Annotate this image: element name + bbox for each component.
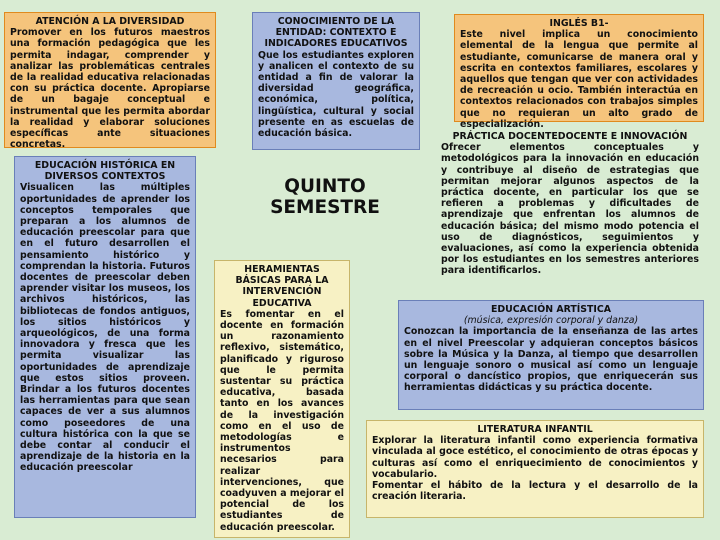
box-title: EDUCACIÓN ARTÍSTICA — [490, 304, 612, 315]
box-title: CONOCIMIENTO DE LA ENTIDAD: CONTEXTO E INDICADORES EDUCATIVOS — [264, 16, 408, 50]
box-atencion-diversidad — [4, 12, 216, 151]
box-text: Promover en los futuros maestros una formación pedagógica que les permita indagar, comprender y analizar las problemáticas centrales de la realidad educativa relacionadas con su práctica docente. Apropiarse de un bagaje conceptual e instrumental que les permita abordar la realidad y elaborar soluciones específicas ante situaciones concretas. — [10, 27, 210, 151]
box-text: Este nivel implica un conocimiento elemental de la lengua que permite al estudiante, comunicarse de manera oral y escrita en contextos familiares, escolares y aquellos que tengan que ver con actividades de recreación u ocio. También interactúa en contextos relacionados con trabajos simples que no requieran un alto grado de especialización. — [460, 29, 698, 130]
box-title: LITERATURA INFANTIL — [477, 424, 593, 435]
box-ingles — [454, 14, 704, 130]
box-text: Explorar la literatura infantil como experiencia formativa vinculada al goce estético, el conocimiento de otras épocas y culturas así como el enriquecimiento de conocimientos y vocabulario. — [372, 435, 698, 480]
box-text: Conozcan la importancia de la enseñanza de las artes en el nivel Preescolar y adquieran conceptos básicos sobre la Música y la Danza, al tiempo que desarrollen un lenguaje sonoro o musical así como un lenguaje corporal o dancístico propios, que enriquecerán sus herramientas didácticas y su práctica docente. — [404, 326, 698, 394]
box-text: Ofrecer elementos conceptuales y metodológicos para la innovación en educación y contribuye al diseño de estrategias que permitan mejorar algunos aspectos de la práctica docente, en particular los que se refieren a problemas y dificultades de aprendizaje que enfrentan los alumnos de educación básica; del mismo modo potencia el uso de diagnósticos, seguimientos y evaluaciones, así como la experiencia obtenida por los estudiantes en los semestres anteriores para identificarlos. — [441, 142, 699, 277]
box-subtitle: (música, expresión corporal y danza) — [463, 315, 639, 327]
box-text: Visualicen las múltiples oportunidades de aprender los conceptos temporales que preparan a los alumnos de educación preescolar para que en el futuro desarrollen el pensamiento histórico y comprendan la historia. Futuros docentes de preescolar deben aprender visitar los museos, los archivos históricos, las bibliotecas de fondos antiguos, los sitios históricos y arqueológicos, de una forma innovadora y fresca que les permita visualizar las oportunidades de aprendizaje que estos sitios proveen. Brindar a los futuros docentes las herramientas para que sean capaces de ver a sus alumnos como poseedores de una cultura histórica con la que se debe contar al conducir el aprendizaje de la historia en la educación preescolar — [20, 182, 190, 474]
box-title: INGLÉS B1- — [549, 18, 609, 29]
page-title: QUINTO SEMESTRE — [270, 176, 380, 218]
box-title: PRÁCTICA DOCENTEDOCENTE E INNOVACIÓN — [452, 131, 688, 142]
box-literatura-infantil — [366, 420, 704, 518]
box-text: Fomentar el hábito de la lectura y el desarrollo de la creación literaria. — [372, 480, 698, 503]
box-text: Es fomentar en el docente en formación un razonamiento reflexivo, sistemático, planificado y riguroso que le permita sustentar su práctica educativa, basada tanto en los avances de la investigación como en el uso de metodologías e instrumentos necesarios para realizar intervenciones, que coadyuven a mejorar el potencial de los estudiantes de educación preescolar. — [220, 308, 345, 533]
box-educacion-historica — [14, 156, 196, 518]
box-conocimiento-entidad — [252, 12, 420, 150]
box-practica-docente — [436, 128, 704, 294]
box-educacion-artistica — [398, 300, 704, 410]
box-text: Que los estudiantes exploren y analicen el contexto de su entidad a fin de valorar la diversidad geográfica, económica, política, lingüística, cultural y social presente en as escuelas de educación básica. — [258, 49, 414, 140]
box-title: ATENCIÓN A LA DIVERSIDAD — [35, 16, 185, 27]
box-title: HERAMIENTAS BÁSICAS PARA LA INTERVENCIÓN EDUCATIVA — [235, 264, 329, 309]
box-herramientas-basicas — [214, 260, 350, 538]
box-title: EDUCACIÓN HISTÓRICA EN DIVERSOS CONTEXTOS — [34, 160, 176, 183]
